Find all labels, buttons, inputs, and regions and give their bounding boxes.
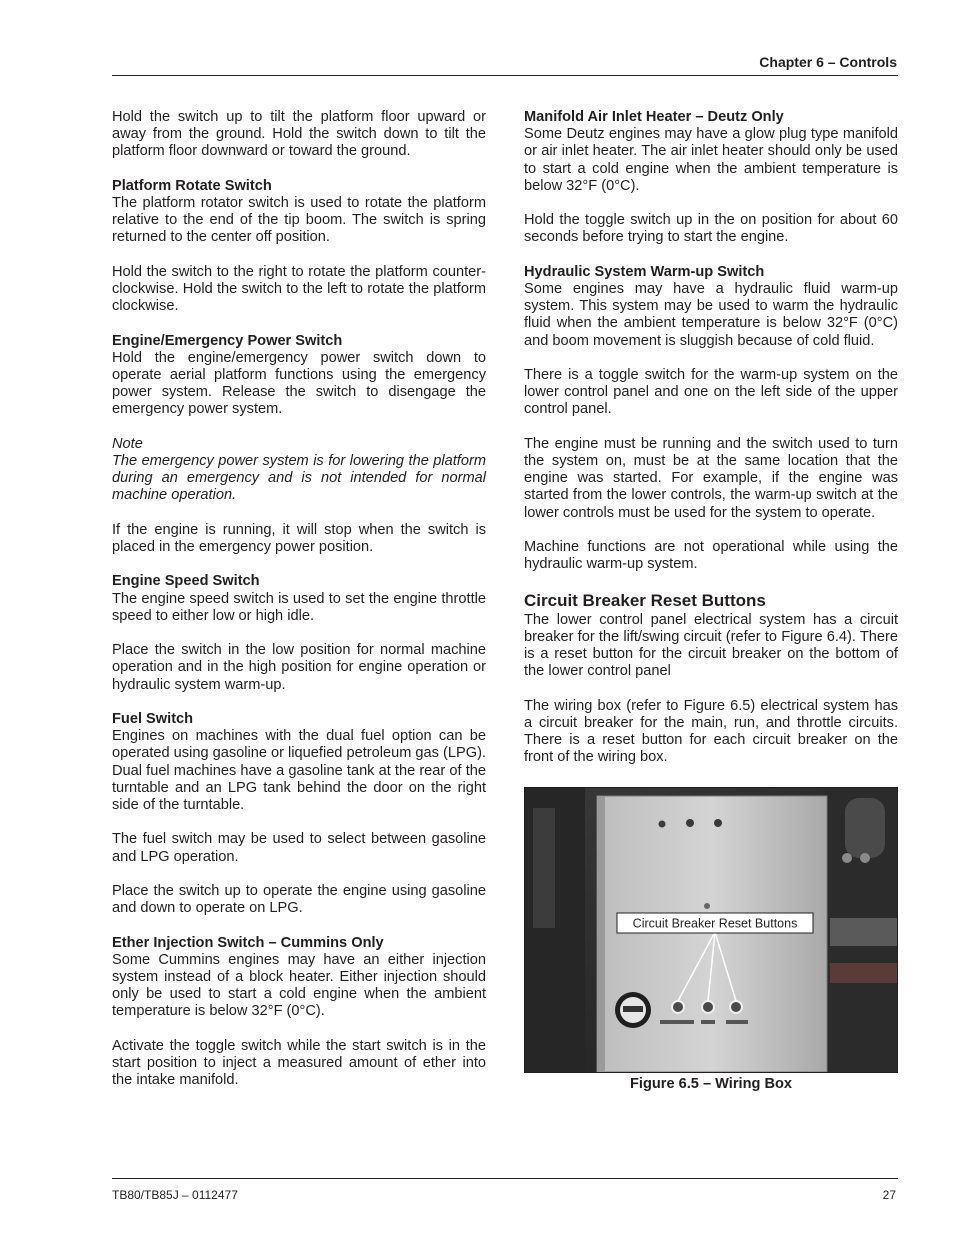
right-column xyxy=(524,109,898,784)
header-rule xyxy=(112,75,898,76)
engine-speed-heading: Engine Speed Switch xyxy=(112,573,260,590)
circuit-breaker-heading: Circuit Breaker Reset Buttons xyxy=(524,590,766,610)
footer-rule xyxy=(112,1178,898,1179)
manifold-heater-paragraph-2: Hold the toggle switch up in the on position for about 60 seconds before trying to start the engine. xyxy=(524,212,898,246)
fuel-switch-heading: Fuel Switch xyxy=(112,710,194,727)
emergency-power-paragraph: Hold the engine/emergency power switch down to operate aerial platform functions using the emergency power system. Release the switch to disengage the emergency power system. xyxy=(112,349,486,418)
hydraulic-warmup-paragraph-2: There is a toggle switch for the warm-up system on the lower control panel and one on the left side of the upper control panel. xyxy=(524,367,898,418)
ether-injection-heading: Ether Injection Switch – Cummins Only xyxy=(112,934,384,951)
manifold-heater-heading: Manifold Air Inlet Heater – Deutz Only xyxy=(524,109,784,125)
engine-speed-paragraph-1: The engine speed switch is used to set the engine throttle speed to either low or high idle. xyxy=(112,590,486,624)
hydraulic-warmup-paragraph-3: The engine must be running and the switch used to turn the system on, must be at the same location that the engine was started. For example, if the engine was started from the lower controls, the warm-up switch at the lower controls must be used for the system to operate. xyxy=(524,435,898,521)
engine-speed-paragraph-2: Place the switch in the low position for normal machine operation and in the high position for engine operation or hydraulic system warm-up. xyxy=(112,642,486,693)
chapter-title: Chapter 6 – Controls xyxy=(759,54,897,70)
left-column xyxy=(112,109,486,1107)
figure-callout-label: Circuit Breaker Reset Buttons xyxy=(632,916,798,931)
note-label: Note xyxy=(112,435,143,452)
platform-rotate-paragraph-1: The platform rotator switch is used to rotate the platform relative to the end of the tip boom. The switch is spring returned to the center off position. xyxy=(112,195,486,246)
hydraulic-warmup-paragraph-4: Machine functions are not operational while using the hydraulic warm-up system. xyxy=(524,539,898,573)
platform-rotate-paragraph-2: Hold the switch to the right to rotate the platform counter-clockwise. Hold the switch to the left to rotate the platform clockwise. xyxy=(112,263,486,315)
fuel-switch-paragraph-2: The fuel switch may be used to select between gasoline and LPG operation. xyxy=(112,831,486,865)
circuit-breaker-paragraph-1: The lower control panel electrical system has a circuit breaker for the lift/swing circuit (refer to Figure 6.4). There is a reset button for the circuit breaker on the bottom of the lower control panel xyxy=(524,611,898,680)
figure-caption: Figure 6.5 – Wiring Box xyxy=(629,1076,793,1092)
fuel-switch-paragraph-3: Place the switch up to operate the engine using gasoline and down to operate on LPG. xyxy=(112,882,486,917)
manifold-heater-paragraph-1: Some Deutz engines may have a glow plug type manifold or air inlet heater. The air inlet heater should only be used to start a cold engine when the ambient temperature is below 32°F (0°C). xyxy=(524,126,898,194)
platform-rotate-heading: Platform Rotate Switch xyxy=(112,177,272,194)
circuit-breaker-paragraph-2: The wiring box (refer to Figure 6.5) electrical system has a circuit breaker for the main, run, and throttle circuits. There is a reset button for each circuit breaker on the front of the wiring box. xyxy=(524,697,898,766)
platform-tilt-paragraph: Hold the switch up to tilt the platform floor upward or away from the ground. Hold the switch down to tilt the platform floor downward or toward the ground. xyxy=(112,109,486,160)
note-text: The emergency power system is for lowering the platform during an emergency and is not intended for normal machine operation. xyxy=(112,453,486,504)
ether-injection-paragraph-1: Some Cummins engines may have an either injection system instead of a block heater. Either injection should only be used to start a cold engine when the ambient temperature is below 32°F (0°C). xyxy=(112,951,486,1020)
wiring-box-illustration xyxy=(525,788,897,1072)
emergency-power-heading: Engine/Emergency Power Switch xyxy=(112,332,343,349)
document-number: TB80/TB85J – 0112477 xyxy=(112,1188,238,1202)
ether-injection-paragraph-2: Activate the toggle switch while the start switch is in the start position to inject a measured amount of ether into the intake manifold. xyxy=(112,1037,486,1089)
wiring-box-photo xyxy=(524,787,898,1073)
engine-running-paragraph: If the engine is running, it will stop when the switch is placed in the emergency power position. xyxy=(112,521,486,555)
hydraulic-warmup-heading: Hydraulic System Warm-up Switch xyxy=(524,263,765,280)
fuel-switch-paragraph-1: Engines on machines with the dual fuel option can be operated using gasoline or liquefied petroleum gas (LPG). Dual fuel machines have a gasoline tank at the rear of the turntable and an LPG tank behind the door on the right side of the turntable. xyxy=(112,728,486,813)
hydraulic-warmup-paragraph-1: Some engines may have a hydraulic fluid warm-up system. This system may be used to warm the hydraulic fluid when the ambient temperature is below 32°F (0°C) and boom movement is sluggish because of cold fluid. xyxy=(524,281,898,349)
page-number: 27 xyxy=(882,1188,896,1202)
